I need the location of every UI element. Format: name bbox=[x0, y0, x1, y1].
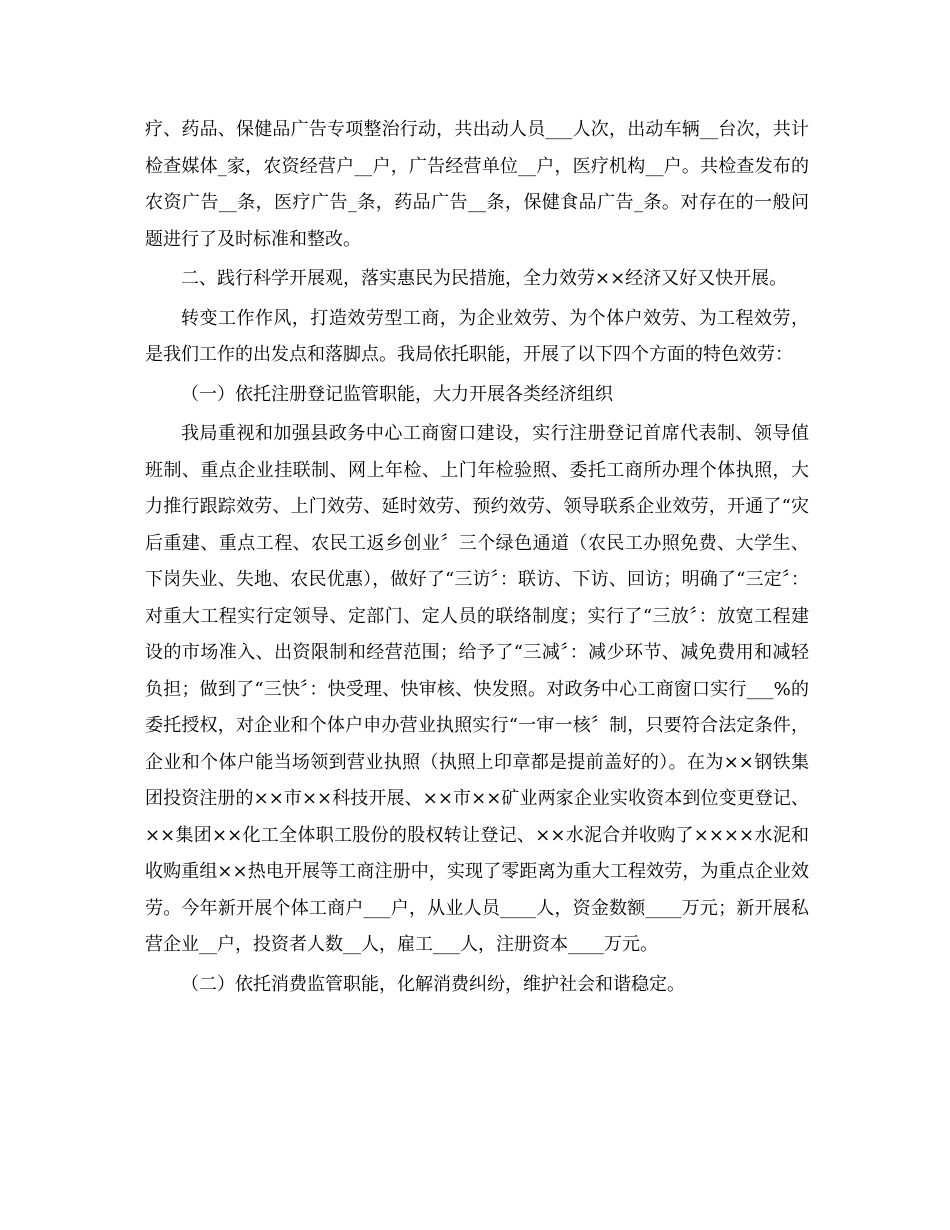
paragraph-registration: 我局重视和加强县政务中心工商窗口建设，实行注册登记首席代表制、领导值班制、重点企业挂联制、网上年检、上门年检验照、委托工商所办理个体执照，大力推行跟踪效劳、上门效劳、延时效劳、预约效劳、领导联系企业效劳，开通了“灾后重建、重点工程、农民工返乡创业〞三个绿色通道（农民工办照免费、大学生、下岗失业、失地、农民优惠），做好了“三访〞：联访、下访、回访；明确了“三定〞：对重大工程实行定领导、定部门、定人员的联络制度；实行了“三放〞：放宽工程建设的市场准入、出资限制和经营范围；给予了“三减〞：减少环节、减免费用和减轻负担；做到了“三快〞：快受理、快审核、快发照。对政务中心工商窗口实行___%的委托授权，对企业和个体户申办营业执照实行“一审一核〞制，只要符合法定条件，企业和个体户能当场领到营业执照（执照上印章都是提前盖好的）。在为××钢铁集团投资注册的××市××科技开展、××市××矿业两家企业实收资本到位变更登记、××集团××化工全体职工股份的股权转让登记、××水泥合并收购了××××水泥和收购重组××热电开展等工商注册中，实现了零距离为重大工程效劳，为重点企业效劳。今年新开展个体工商户___户，从业人员____人，资金数额____万元；新开展私营企业__户，投资者人数__人，雇工___人，注册资本____万元。 bbox=[145, 423, 809, 955]
paragraph-continuation: 疗、药品、保健品广告专项整治行动，共出动人员___人次，出动车辆__台次，共计检查媒体_家，农资经营户__户，广告经营单位__户，医疗机构__户。共检查发布的农资广告__条，医疗广告_条，药品广告__条，保健食品广告_条。对存在的一般问题进行了及时标准和整改。 bbox=[145, 119, 809, 250]
document-page bbox=[145, 112, 809, 1006]
subsection-heading-one: （一）依托注册登记监管职能，大力开展各类经济组织 bbox=[181, 383, 613, 405]
subsection-heading-two: （二）依托消费监管职能，化解消费纠纷，维护社会和谐稳定。 bbox=[181, 973, 685, 995]
paragraph-service-intro: 转变工作作风，打造效劳型工商，为企业效劳、为个体户效劳、为工程效劳，是我们工作的出发点和落脚点。我局依托职能，开展了以下四个方面的特色效劳： bbox=[145, 307, 809, 365]
section-heading-two: 二、践行科学开展观，落实惠民为民措施，全力效劳××经济又好又快开展。 bbox=[181, 268, 788, 289]
